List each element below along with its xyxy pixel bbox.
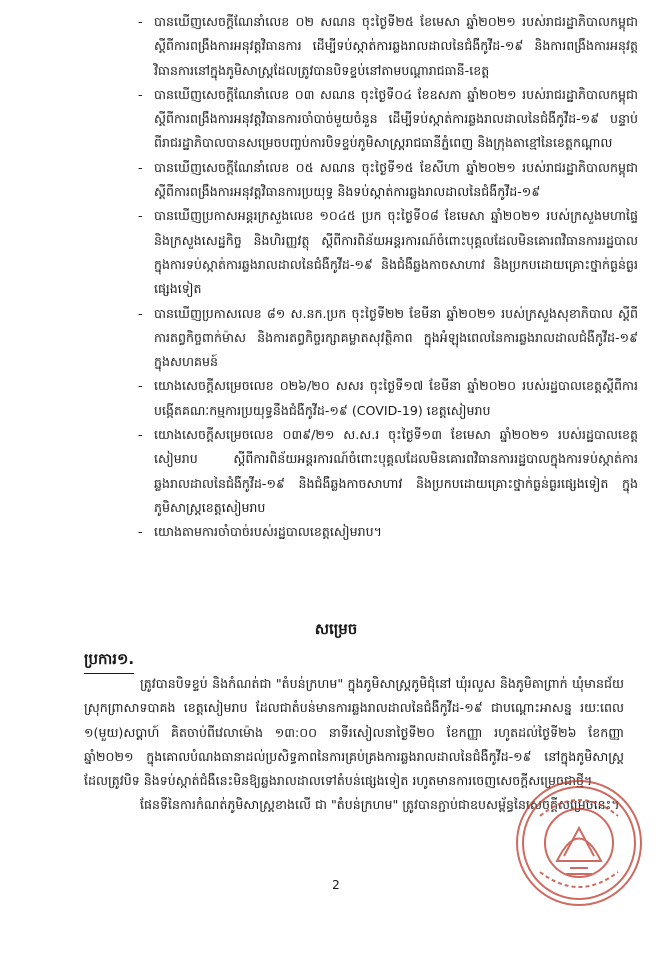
reference-text: បានឃើញសេចក្តីណែនាំលេខ ០៣ សណន ចុះថ្ងៃទី០៤ ខែឧសភា ឆ្នាំ២០២១ របស់រាជរដ្ឋាភិបាលកម្ពុជា ស្តីពីការពង្រឹងការអនុវត្តវិធានការចាំបាច់មួយចំនួន ដើម្បីទប់ស្កាត់ការឆ្លងរាលដាលនៃជំងឺកូវីដ-១៩ បន្ទាប់ពីរាជរដ្ឋាភិបាលបានសម្រេចបញ្ចប់ការបិទខ្ទប់ភូមិសាស្ត្ររាជធានីភ្នំពេញ និងក្រុងតាខ្មៅនៃខេត្តកណ្តាល xyxy=(154,86,638,151)
bullet-dash: - xyxy=(138,86,143,102)
reference-item xyxy=(138,374,638,423)
reference-text: យោងសេចក្តីសម្រេចលេខ ០២៦/២០ សសរ ចុះថ្ងៃទី១៧ ខែមីនា ឆ្នាំ២០២០ របស់រដ្ឋបាលខេត្តស្តីពីការបង្កើតគណៈកម្មការប្រយុទ្ធនឹងជំងឺកូវីដ-១៩ (COVID-19) ខេត្តសៀមរាប xyxy=(154,378,638,418)
reference-text: យោងតាមការចាំបាច់របស់រដ្ឋបាលខេត្តសៀមរាប។ xyxy=(154,524,382,540)
reference-item xyxy=(138,204,638,301)
bullet-dash: - xyxy=(138,14,143,29)
paragraph: ត្រូវបានបិទខ្ទប់ និងកំណត់ជា "តំបន់ក្រហម" ក្នុងភូមិសាស្ត្រភូមិជុំនៅ ឃុំរលួស និងភូមិតាព្រាក់ ឃុំមានជ័យ ស្រុកព្រាសាទបាគង ខេត្តសៀមរាប ដែលជាតំបន់មានការឆ្លងរាលដាលនៃជំងឺកូវីដ-១៩ ជាបណ្តោះអាសន្ន រយៈពេល ១(មួយ)សប្តាហ៍ គិតចាប់ពីវេលាម៉ោង ១៣:០០ នាទីរសៀលនាថ្ងៃទី២០ ខែកញ្ញា រហូតដល់ថ្ងៃទី២៦ ខែកញ្ញា ឆ្នាំ២០២១ ក្នុងគោលបំណងធានាដល់ប្រសិទ្ធភាពនៃការគ្រប់គ្រងការឆ្លងរាលដាលនៃជំងឺកូវីដ-១៩ នៅក្នុងភូមិសាស្ត្រដែលត្រូវបិទ និងទប់ស្កាត់ជំងឺនេះមិនឱ្យឆ្លងរាលដាលទៅតំបន់ផ្សេងទៀត រហូតមានការចេញសេចក្តីសម្រេចជាថ្មី។ xyxy=(84,676,624,789)
reference-text: បានឃើញសេចក្តីណែនាំលេខ ០៥ សណន ចុះថ្ងៃទី១៥ ខែសីហា ឆ្នាំ២០២១ របស់រាជរដ្ឋាភិបាលកម្ពុជា ស្តីពីការពង្រឹងការអនុវត្តវិធានការប្រយុទ្ធ និងទប់ស្កាត់ការឆ្លងរាលដាលនៃជំងឺកូវីដ-១៩ xyxy=(154,159,638,200)
article-label: ប្រការ១. xyxy=(84,650,134,674)
reference-text: យោងសេចក្តីសម្រេចលេខ ០៣៩/២១ ស.ស.រ ចុះថ្ងៃទី១៣ ខែមេសា ឆ្នាំ២០២១ របស់រដ្ឋបាលខេត្តសៀមរាប ស្តីពីការពិន័យអន្តរការណ៍ចំពោះបុគ្គលដែលមិនគោរពវិធានការរដ្ឋបាលក្នុងការទប់ស្កាត់ការឆ្លងរាលដាលនៃជំងឺកូវីដ-១៩ និងជំងឺឆ្លងកាចសាហាវ និងប្រកបដោយគ្រោះថ្នាក់ធ្ងន់ធ្ងរផ្សេងទៀត ក្នុងភូមិសាស្ត្រខេត្តសៀមរាប xyxy=(154,427,638,515)
page-number: 2 xyxy=(332,878,340,892)
official-seal-icon xyxy=(512,776,646,910)
bullet-dash: - xyxy=(138,427,143,443)
reference-item xyxy=(138,10,638,83)
bullet-dash: - xyxy=(138,378,143,394)
decision-heading: សម្រេច xyxy=(314,620,358,638)
reference-list xyxy=(138,10,638,545)
bullet-dash: - xyxy=(138,305,143,321)
bullet-dash: - xyxy=(138,524,143,540)
reference-item xyxy=(138,423,638,520)
paragraph: ផែនទីនៃការកំណត់ភូមិសាស្ត្រខាងលើ ជា "តំបន់ក្រហម" ត្រូវបានភ្ជាប់ជាឧបសម្ព័ន្ធនៃសេចក្តីសម្រេចនេះ។ xyxy=(140,797,620,813)
bullet-dash: - xyxy=(138,159,143,175)
reference-item xyxy=(138,156,638,205)
reference-text: បានឃើញប្រកាសលេខ ៨១ ស.នក.ប្រក ចុះថ្ងៃទី២២ ខែមីនា ឆ្នាំ២០២១ របស់ក្រសួងសុខាភិបាល ស្តីពីការតព្វកិច្ចពាក់ម៉ាស និងការតព្វកិច្ចរក្សាគម្លាតសុវត្ថិភាព ក្នុងអំឡុងពេលនៃការឆ្លងរាលដាលជំងឺកូវីដ-១៩ ក្នុងសហគមន៍ xyxy=(154,305,638,370)
reference-item xyxy=(138,83,638,156)
reference-text: បានឃើញប្រកាសអន្តរក្រសួងលេខ ១០៤៥ ប្រក ចុះថ្ងៃទី០៨ ខែមេសា ឆ្នាំ២០២១ របស់ក្រសួងមហាផ្ទៃ និងក្រសួងសេដ្ឋកិច្ច និងហិរញ្ញវត្ថុ ស្តីពីការពិន័យអន្តរការណ៍ចំពោះបុគ្គលដែលមិនគោរពវិធានការរដ្ឋបាលក្នុងការទប់ស្កាត់ការឆ្លងរាលដាលនៃជំងឺកូវីដ-១៩ និងជំងឺឆ្លងកាចសាហាវ និងប្រកបដោយគ្រោះថ្នាក់ធ្ងន់ធ្ងរផ្សេងទៀត xyxy=(154,208,638,297)
reference-item xyxy=(138,520,638,544)
reference-item xyxy=(138,302,638,375)
reference-text: បានឃើញសេចក្តីណែនាំលេខ ០២ សណន ចុះថ្ងៃទី២៥ ខែមេសា ឆ្នាំ២០២១ របស់រាជរដ្ឋាភិបាលកម្ពុជា ស្តីពីការពង្រឹងការអនុវត្តវិធានការ ដើម្បីទប់ស្កាត់ការឆ្លងរាលដាលនៃជំងឺកូវីដ-១៩ និងការពង្រឹងការអនុវត្តវិធានការនៅក្នុងភូមិសាស្ត្រដែលត្រូវបានបិទខ្ទប់នៅតាមបណ្តារាជធានី-ខេត្ត xyxy=(154,14,638,78)
bullet-dash: - xyxy=(138,208,143,224)
